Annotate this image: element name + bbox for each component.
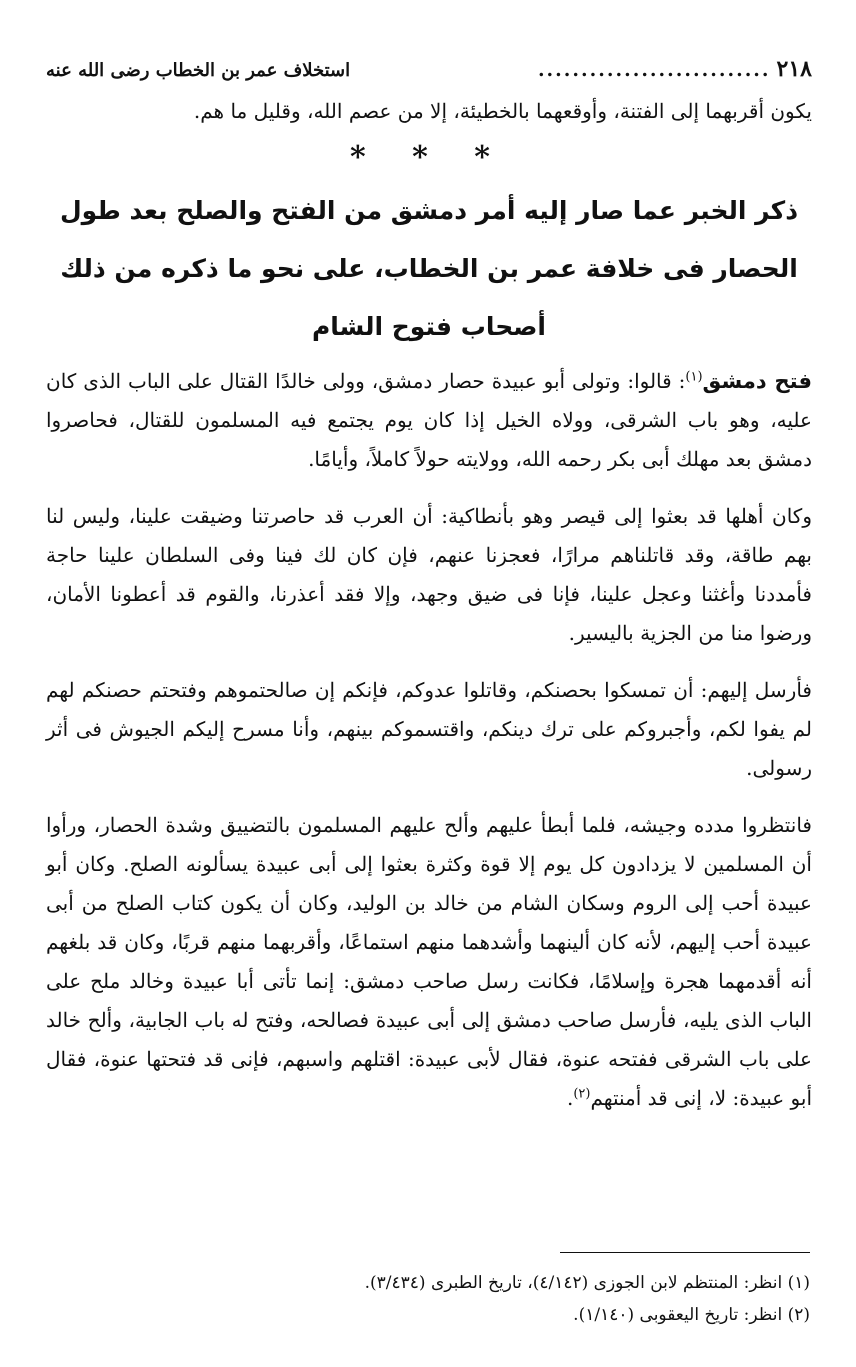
heading-line-2: الحصار فى خلافة عمر بن الخطاب، على نحو ما ذكره من ذلك [60,254,798,283]
opening-line: يكون أقربهما إلى الفتنة، وأوقعهما بالخطيئة، إلا من عصم الله، وقليل ما هم. [193,99,812,123]
footnote-1: (١) انظر: المنتظم لابن الجوزى (٤/١٤٢)، تاريخ الطبرى (٣/٤٣٤). [364,1273,810,1293]
paragraph-4-end: . [566,1086,574,1110]
section-heading [46,182,812,356]
chapter-title: استخلاف عمر بن الخطاب رضى الله عنه [46,60,351,81]
footnotes [46,1252,810,1331]
paragraph-1 [46,362,812,479]
paragraph-lead: فتح دمشق [702,369,812,393]
page-number: ٢١٨ [776,56,812,82]
footnote-ref-2[interactable]: (٢) [573,1086,591,1102]
paragraph-2: وكان أهلها قد بعثوا إلى قيصر وهو بأنطاكية: أن العرب قد حاصرتنا وضيقت علينا، وليس لنا بهم طاقة، وقد قاتلناهم مرارًا، فعجزنا عنهم، فإن كان لك فينا وفى السلطان علينا حاجة فأمددنا وأغثنا وعجل علينا، فإنا فى ضيق وجهد، وإلا فقد أعذرنا، والقوم قد أعطونا الأمان، ورضوا منا من الجزية باليسير. [46,504,812,645]
paragraph-1-text: : قالوا: وتولى أبو عبيدة حصار دمشق، وولى خالدًا القتال على الباب الذى كان عليه، وهو باب الشرقى، وولاه الخيل إذا كان يوم يجتمع فيه المسلمون للقتال، فحاصروا دمشق بعد مهلك أبى بكر رحمه الله، وولايته حولاً كاملاً، وأيامًا. [46,369,812,471]
paragraph-3: فأرسل إليهم: أن تمسكوا بحصنكم، وقاتلوا عدوكم، فإنكم إن صالحتموهم وفتحتم حصنكم لهم لم يفوا لكم، وأجبروكم على ترك دينكم، واقتسموكم بينهم، وأنا مسرح إليكم الجيوش فى أثر رسولى. [46,678,812,780]
header-dot-leader: ........................... [537,59,771,81]
heading-line-3: أصحاب فتوح الشام [311,312,547,341]
footnote-rule [560,1252,810,1253]
footnote-ref-1[interactable]: (١) [685,369,703,385]
paragraph-4-text: فانتظروا مدده وجيشه، فلما أبطأ عليهم وألح عليهم المسلمون بالتضييق وشدة الحصار، ورأوا أن المسلمين لا يزدادون كل يوم إلا قوة وكثرة بعثوا إلى أبى عبيدة يسألونه الصلح. وكان أبو عبيدة أحب إلى الروم وسكان الشام من خالد بن الوليد، وكان أن يكون كتاب الصلح من أبى عبيدة أحب إليهم، لأنه كان ألينهما وأشدهما منهم استماعًا، وأقربهما منهم قربًا، وكان قد بلغهم أنه أقدمهما هجرة وإسلامًا، فكانت رسل صاحب دمشق: إنما تأتى أبا عبيدة وخالد ملح على الباب الذى يليه، فأرسل صاحب دمشق إلى أبى عبيدة فصالحه، وفتح له باب الجابية، وألح خالد على باب الشرقى ففتحه عنوة، فقال لأبى عبيدة: اقتلهم واسبهم، فإنى قد فتحتها عنوة، فقال أبو عبيدة: لا، إنى قد أمنتهم [46,813,812,1110]
footnote-2: (٢) انظر: تاريخ اليعقوبى (١/١٤٠). [573,1305,810,1325]
section-separator: * * * [350,140,508,175]
heading-line-1: ذكر الخبر عما صار إليه أمر دمشق من الفتح والصلح بعد طول [59,196,799,225]
paragraph-4 [46,806,812,1118]
running-header [46,52,812,88]
